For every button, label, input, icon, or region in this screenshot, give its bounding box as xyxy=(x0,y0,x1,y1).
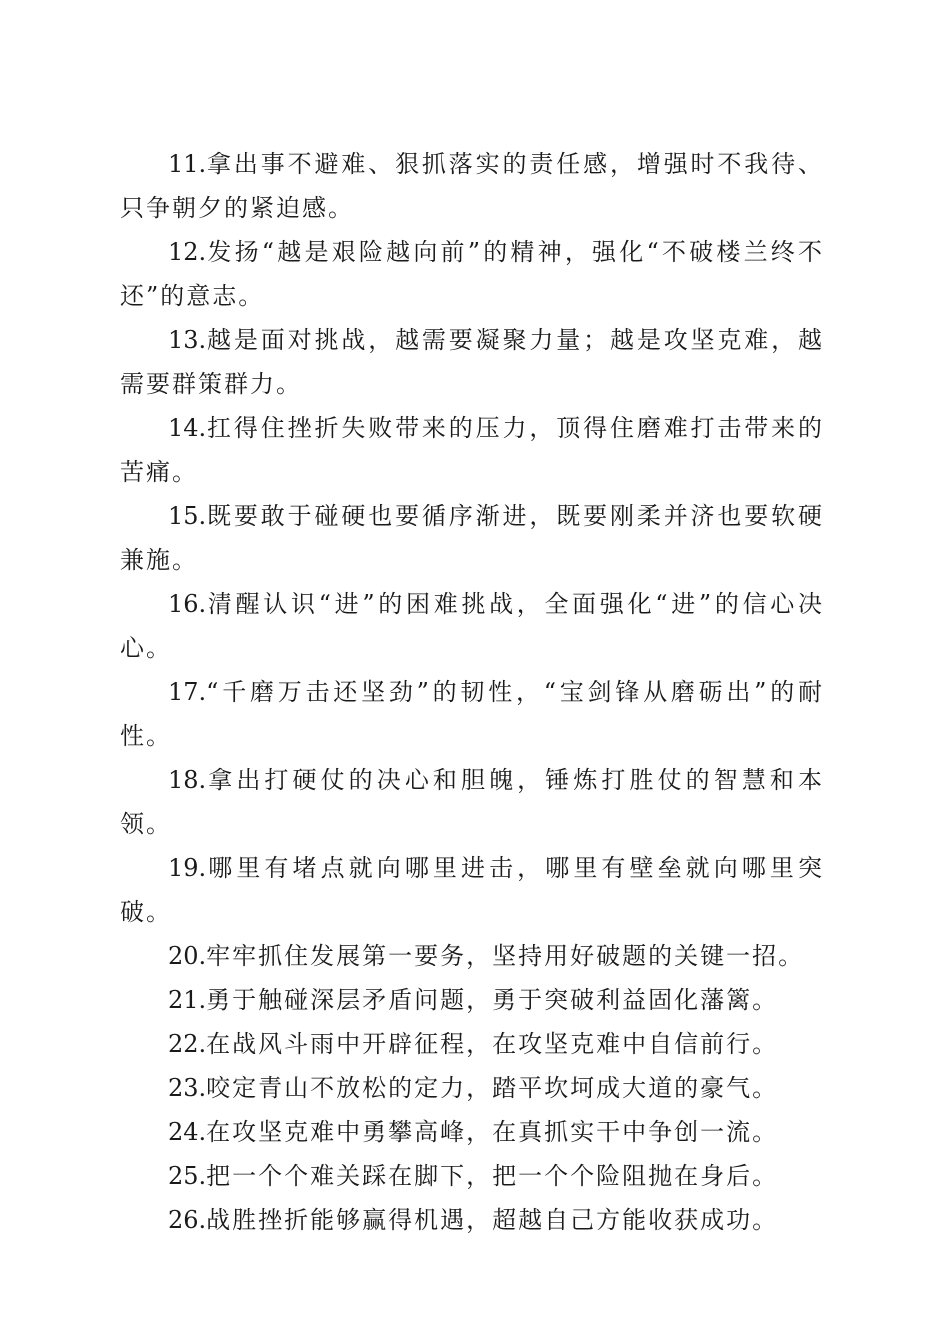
item-number: 26. xyxy=(168,1206,207,1234)
list-item xyxy=(120,406,824,494)
list-item xyxy=(120,1154,824,1198)
list-item xyxy=(120,670,824,758)
item-text: 拿出事不避难、狠抓落实的责任感，增强时不我待、只争朝夕的紧迫感。 xyxy=(120,150,824,222)
item-number: 16. xyxy=(168,590,207,618)
item-number: 19. xyxy=(168,854,207,882)
list-item xyxy=(120,230,824,318)
item-text: “千磨万击还坚劲”的韧性，“宝剑锋从磨砺出”的耐性。 xyxy=(120,678,824,750)
list-item xyxy=(120,934,824,978)
item-number: 17. xyxy=(168,678,207,706)
item-text: 越是面对挑战，越需要凝聚力量；越是攻坚克难，越需要群策群力。 xyxy=(120,326,824,398)
item-text: 战胜挫折能够赢得机遇，超越自己方能收获成功。 xyxy=(206,1206,779,1234)
item-text: 拿出打硬仗的决心和胆魄，锤炼打胜仗的智慧和本领。 xyxy=(120,766,824,838)
item-text: 勇于触碰深层矛盾问题，勇于突破利益固化藩篱。 xyxy=(206,986,779,1014)
item-number: 14. xyxy=(168,414,207,442)
item-text: 在攻坚克难中勇攀高峰，在真抓实干中争创一流。 xyxy=(206,1118,779,1146)
list-item xyxy=(120,582,824,670)
item-text: 既要敢于碰硬也要循序渐进，既要刚柔并济也要软硬兼施。 xyxy=(120,502,824,574)
item-text: 牢牢抓住发展第一要务，坚持用好破题的关键一招。 xyxy=(206,942,805,970)
item-number: 11. xyxy=(168,150,207,178)
item-number: 18. xyxy=(168,766,207,794)
list-item xyxy=(120,318,824,406)
list-item xyxy=(120,494,824,582)
item-text: 在战风斗雨中开辟征程，在攻坚克难中自信前行。 xyxy=(206,1030,779,1058)
item-text: 咬定青山不放松的定力，踏平坎坷成大道的豪气。 xyxy=(206,1074,779,1102)
list-item xyxy=(120,1066,824,1110)
item-text: 把一个个难关踩在脚下，把一个个险阻抛在身后。 xyxy=(206,1162,779,1190)
list-item xyxy=(120,758,824,846)
item-number: 23. xyxy=(168,1074,207,1102)
item-number: 15. xyxy=(168,502,207,530)
item-number: 12. xyxy=(168,238,207,266)
item-number: 20. xyxy=(168,942,207,970)
list-item xyxy=(120,1198,824,1242)
list-item xyxy=(120,978,824,1022)
list-item xyxy=(120,1110,824,1154)
list-item xyxy=(120,1022,824,1066)
item-number: 25. xyxy=(168,1162,207,1190)
item-text: 发扬“越是艰险越向前”的精神，强化“不破楼兰终不还”的意志。 xyxy=(120,238,824,310)
item-text: 扛得住挫折失败带来的压力，顶得住磨难打击带来的苦痛。 xyxy=(120,414,824,486)
item-number: 21. xyxy=(168,986,207,1014)
item-text: 清醒认识“进”的困难挑战，全面强化“进”的信心决心。 xyxy=(120,590,824,662)
list-item xyxy=(120,142,824,230)
list-item xyxy=(120,846,824,934)
document-body xyxy=(120,142,824,1242)
item-text: 哪里有堵点就向哪里进击，哪里有壁垒就向哪里突破。 xyxy=(120,854,824,926)
item-number: 22. xyxy=(168,1030,207,1058)
item-number: 24. xyxy=(168,1118,207,1146)
item-number: 13. xyxy=(168,326,207,354)
